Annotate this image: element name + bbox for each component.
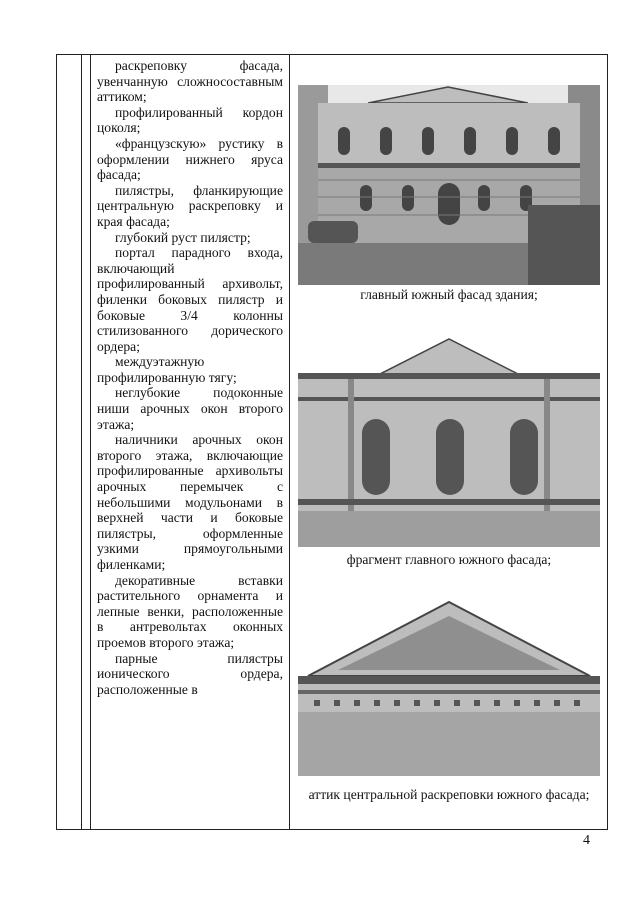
text-paragraph: наличники арочных окон второго этажа, включающие профилированные архивольты арочных перемычек с небольшими модульонами в верхней части и боковые пилястры, оформленные узкими прямоугольными филенками; <box>97 432 283 572</box>
text-paragraph: увенчанную сложносоставным аттиком; <box>97 73 283 105</box>
attic-photo <box>298 600 600 776</box>
photo-caption: главный южный фасад здания; <box>360 287 538 302</box>
text-paragraph: неглубокие подоконные ниши арочных окон второго этажа; <box>97 385 283 432</box>
text-paragraph: профилированный кордон цоколя; <box>97 104 283 136</box>
text-paragraph: междуэтажную профилированную тягу; <box>97 354 237 385</box>
column-divider <box>81 55 82 829</box>
page-number: 4 <box>583 833 590 848</box>
text-paragraph: пилястры, фланкирующие центральную раскреповку и края фасада; <box>97 182 283 229</box>
text-paragraph: глубокий руст пилястр; <box>115 229 251 245</box>
column-divider <box>90 55 91 829</box>
text-paragraph: парные пилястры ионического ордера, расположенные в <box>97 650 283 697</box>
facade-fragment-photo <box>298 335 600 547</box>
description-column <box>97 58 283 697</box>
text-paragraph: декоративные вставки растительного орнамента и лепные венки, расположенные в антревольтах оконных проемов второго этажа; <box>97 572 283 650</box>
photo-caption: аттик центральной раскреповки южного фасада; <box>308 787 590 802</box>
facade-photo <box>298 85 600 285</box>
text-paragraph: «французскую» рустику в оформлении нижнего яруса фасада; <box>97 135 283 183</box>
column-divider <box>289 55 290 829</box>
text-paragraph: раскреповку фасада, <box>115 58 283 73</box>
text-paragraph: портал парадного входа, включающий профилированный архивольт, филенки боковых пилястр и боковые 3/4 колонны стилизованного дорического ордера; <box>97 245 283 354</box>
document-table <box>56 54 608 830</box>
photo-caption: фрагмент главного южного фасада; <box>346 552 552 567</box>
